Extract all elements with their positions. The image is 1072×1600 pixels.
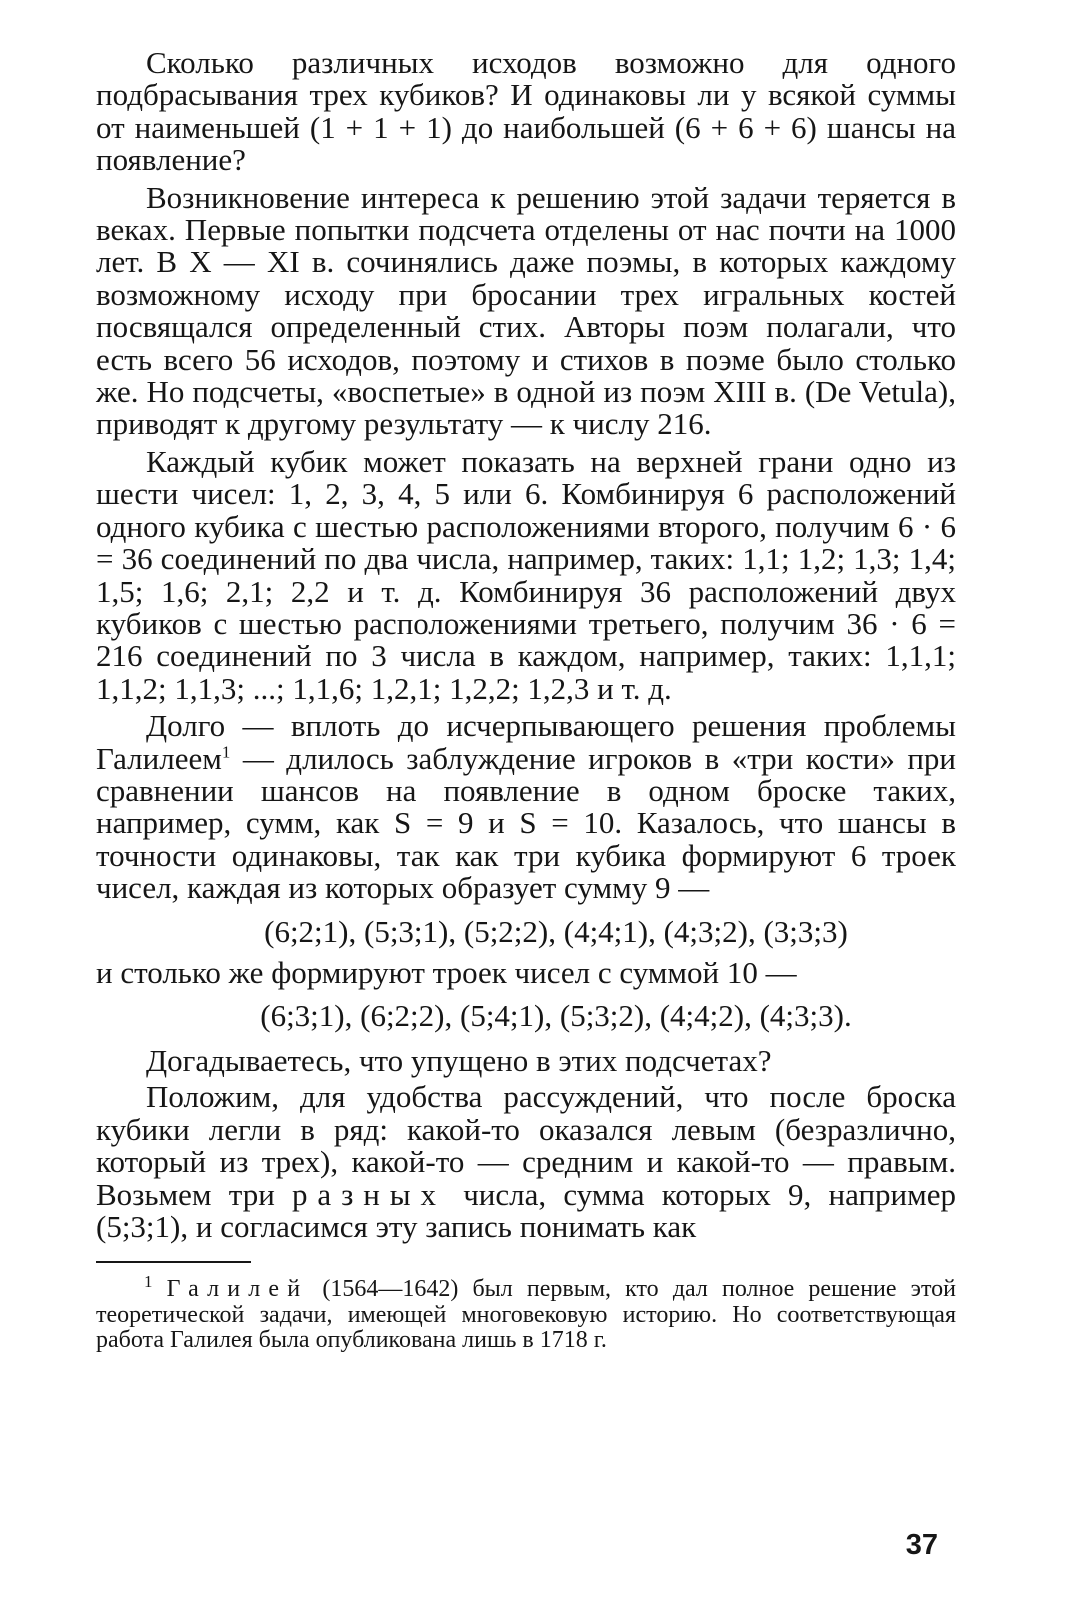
- footnote-divider: [96, 1261, 251, 1263]
- formula-sum-nine: (6;2;1), (5;3;1), (5;2;2), (4;4;1), (4;3;2), (3;3;3): [264, 913, 848, 949]
- paragraph-text-start: Положим, для удобства рассуждений, что после броска кубики легли в ряд: какой-то оказался левым (безразлично, который из трех), какой-то — средним и какой-то — правым. Возьмем три: [96, 1079, 956, 1212]
- paragraph-question-intro: Сколько различных исходов возможно для одного подбрасывания трех кубиков? И одинаковы ли у всякой суммы от наименьшей (1 + 1 + 1) до наибольшей (6 + 6 + 6) шансы на появление?: [96, 45, 956, 178]
- formula-sum-ten: (6;3;1), (6;2;2), (5;4;1), (5;3;2), (4;4;2), (4;3;3).: [260, 997, 852, 1033]
- paragraph-text-end: — длилось заблуждение игроков в «три кости» при сравнении шансов на появление в одном броске таких, например, сумм, как S = 9 и S = 10. Казалось, что шансы в точности одинаковы, так как три кубика формируют 6 троек чисел, каждая из которых образует сумму 9 —: [96, 740, 956, 906]
- footnote-text: (1564—1642) был первым, кто дал полное решение этой теоретической задачи, имеющей многовековую историю. Но соответствующая работа Галилея была опубликована лишь в 1718 г.: [96, 1276, 956, 1354]
- footnote-reference: 1: [221, 742, 231, 762]
- page-number: 37: [905, 1529, 938, 1561]
- paragraph-history: Возникновение интереса к решению этой задачи теряется в веках. Первые попытки подсчета отделены от нас почти на 1000 лет. В X — XI в. сочинялись даже поэмы, в которых каждому возможному исходу при бросании трех игральных костей посвящался определенный стих. Авторы поэм полагали, что есть всего 56 исходов, поэтому и стихов в поэме было столько же. Но подсчеты, «воспетые» в одной из поэм XIII в. (De Vetula), приводят к другому результату — к числу 216.: [96, 179, 956, 442]
- paragraph-text-start: Долго — вплоть до исчерпывающего решения проблемы Галилеем: [96, 708, 956, 776]
- book-page: [96, 40, 956, 1580]
- paragraph-galileo-misconception: [96, 710, 956, 904]
- footnote-marker: 1: [144, 1272, 153, 1292]
- footnote: [96, 1272, 956, 1354]
- emphasized-word: разных: [292, 1176, 446, 1212]
- footnote-name: Галилей: [166, 1276, 309, 1303]
- paragraph-text-end: числа, сумма которых 9, например (5;3;1), и согласимся эту запись понимать как: [96, 1176, 956, 1244]
- paragraph-rhetorical-question: Догадываетесь, что упущено в этих подсчетах?: [146, 1042, 772, 1078]
- paragraph-reasoning: [96, 1081, 956, 1243]
- paragraph-sum-ten-lead: и столько же формируют троек чисел с суммой 10 —: [96, 954, 797, 990]
- paragraph-combinations: Каждый кубик может показать на верхней грани одно из шести чисел: 1, 2, 3, 4, 5 или 6. Комбинируя 6 расположений одного кубика с шестью расположениями второго, получим 6 · 6 = 36 соединений по два числа, например, таких: 1,1; 1,2; 1,3; 1,4; 1,5; 1,6; 2,1; 2,2 и т. д. Комбинируя 36 расположений двух кубиков с шестью расположениями третьего, получим 36 · 6 = 216 соединений по 3 числа в каждом, например, таких: 1,1,1; 1,1,2; 1,1,3; ...; 1,1,6; 1,2,1; 1,2,2; 1,2,3 и т. д.: [96, 443, 956, 706]
